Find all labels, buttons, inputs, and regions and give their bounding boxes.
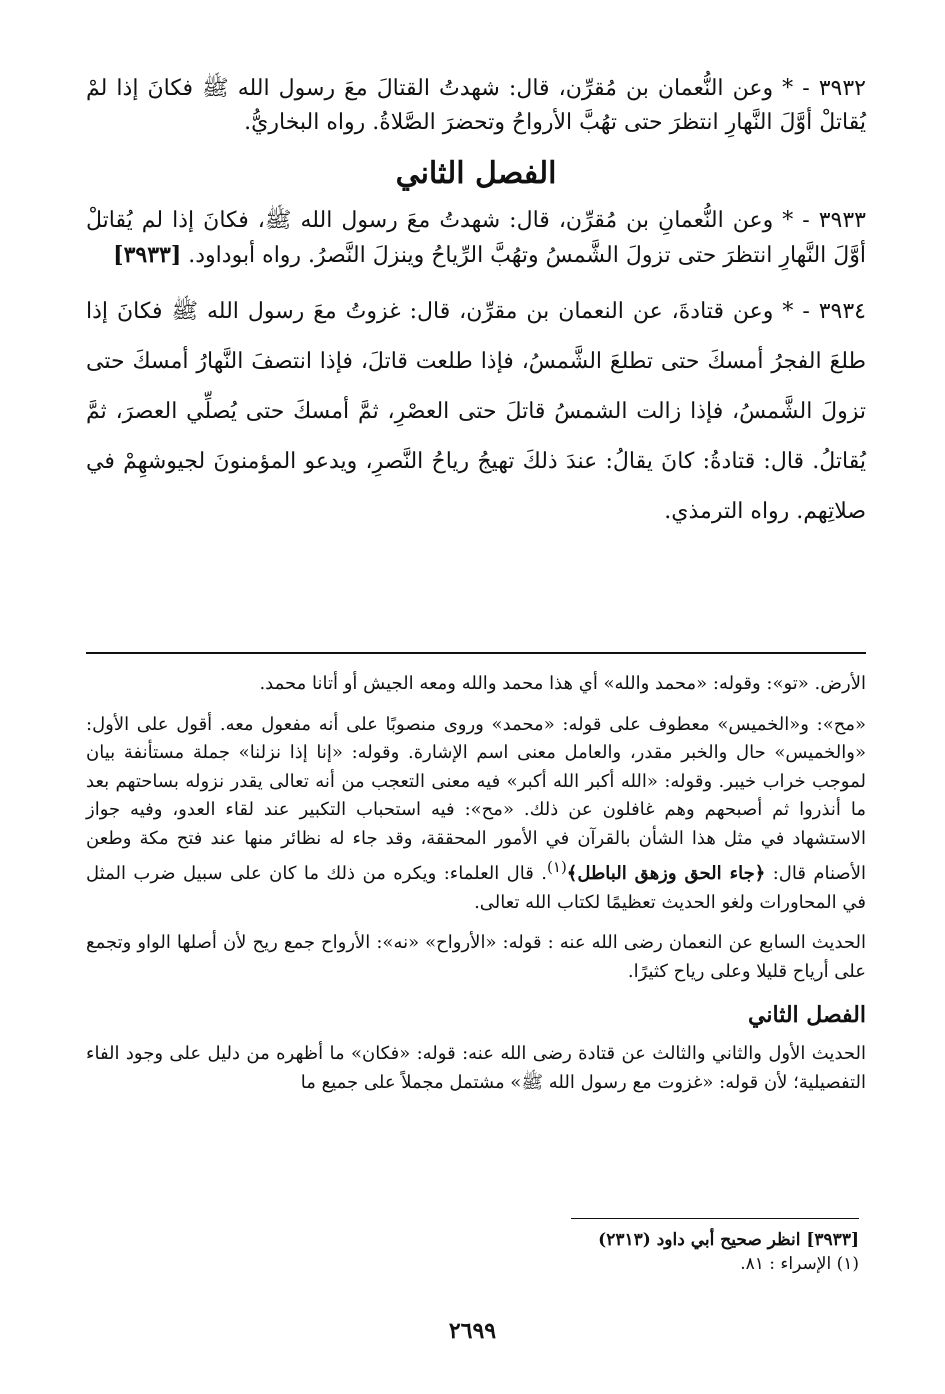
section-title: الفصل الثاني (395, 156, 557, 191)
commentary-p4: الحديث الأول والثاني والثالث عن قتادة رضى الله عنه: قوله: «فكان» ما أظهره من دليل على وجود الفاء التفصيلية؛ لأن قوله: «غزوت مع رسول الله ﷺ» مشتمل مجملاً على جميع ما (86, 1043, 866, 1093)
hadith-3932: ٣٩٣٢ - * وعن النُّعمان بن مُقرِّن، قال: شهدتُ القتالَ معَ رسول الله ﷺ فكانَ إذا لمْ يُقاتلْ أوَّلَ النَّهارِ انتظرَ حتى تهُبَّ الأرواحُ وتحضرَ الصَّلاةُ. رواه البخاريُّ. (86, 76, 866, 135)
commentary-p1: الأرض. «تو»: وقوله: «محمد والله» أي هذا محمد والله ومعه الجيش أو أتانا محمد. (259, 673, 866, 694)
footnote-2: (١) الإسراء : ٨١. (740, 1254, 859, 1274)
commentary-p2b: . قال العلماء: ويكره من ذلك ما كان على سبيل ضرب المثل في المحاورات ولغو الحديث تعظيمًا لكتاب الله تعالى. (86, 863, 866, 913)
hadith-3934: ٣٩٣٤ - * وعن قتادةَ، عن النعمان بن مقرِّن، قال: غزوتُ معَ رسول الله ﷺ فكانَ إذا طلعَ الفجرُ أمسكَ حتى تطلعَ الشَّمسُ، فإذا طلعت قاتلَ، فإذا انتصفَ النَّهارُ أمسكَ حتى تزولَ الشَّمسُ، فإذا زالت الشمسُ قاتلَ حتى العصْرِ، ثمَّ أمسكَ حتى يُصلِّي العصرَ، ثمَّ يُقاتلُ. قال: قتادةُ: كانَ يقالُ: عندَ ذلكَ تهيجُ رياحُ النَّصرِ، ويدعو المؤمنونَ لجيوشهِمْ في صلاتِهم. رواه الترمذي. (86, 299, 866, 524)
footnote-divider (571, 1218, 859, 1219)
hadith-3933 (86, 204, 866, 273)
quran-quote: ﴿جاء الحق وزهق الباطل﴾ (566, 863, 766, 884)
footnote-marker: (١) (547, 858, 567, 876)
commentary-p2a: «مح»: و«الخميس» معطوف على قوله: «محمد» وروى منصوبًا على أنه مفعول معه. أقول على الأول: «والخميس» حال والخبر مقدر، والعامل معنى اسم الإشارة. وقوله: «إنا إذا نزلنا» جملة مستأنفة بيان لموجب خراب خيبر. وقوله: «الله أكبر الله أكبر» فيه معنى التعجب من أنه تعالى يقدر نزوله بساحتهم بعد ما أنذروا ثم أصبحهم وهم غافلون عن ذلك. «مح»: فيه استحباب التكبير عند لقاء العدو، وفيه جواز الاستشهاد في مثل هذا الشأن بالقرآن في الأمور المحققة، وقد جاء له نظائر منها عند فتح مكة وطعن الأصنام قال: (86, 713, 867, 884)
main-divider (86, 652, 866, 654)
commentary (86, 670, 866, 1109)
hadith-3933-text: ٣٩٣٣ - * وعن النُّعمانِ بن مُقرِّن، قال: شهدتُ معَ رسول الله ﷺ، فكانَ إذا لم يُقاتلْ أوَّلَ النَّهارِ انتظرَ حتى تزولَ الشَّمسُ وتهُبَّ الرِّياحُ وينزلَ النَّصرُ. رواه أبوداود. (86, 208, 866, 268)
footnotes (359, 1228, 859, 1276)
commentary-p2 (86, 711, 866, 918)
page-number: ٢٦٩٩ (448, 1318, 497, 1344)
commentary-heading: الفصل الثاني (748, 1002, 866, 1028)
commentary-p3: الحديث السابع عن النعمان رضى الله عنه : قوله: «الأرواح» «نه»: الأرواح جمع ريح لأن أصلها الواو وتجمع على أرياح قليلا وعلى رياح كثيرًا. (86, 932, 866, 982)
hadith-3933-ref: [٣٩٣٣] (113, 242, 182, 268)
main-text (86, 72, 866, 537)
footnote-1: [٣٩٣٣] انظر صحيح أبي داود (٢٣١٣) (598, 1230, 859, 1250)
